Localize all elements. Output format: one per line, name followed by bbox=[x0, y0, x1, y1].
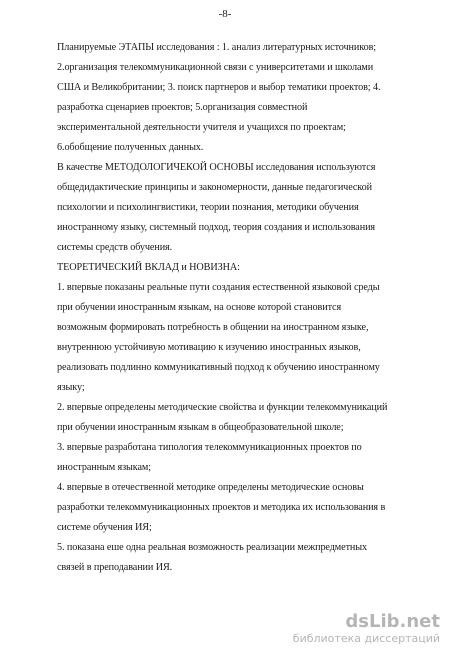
text-line: возможным формировать потребность в общении на иностранном языке, bbox=[57, 322, 369, 333]
watermark-subtitle: библиотека диссертаций bbox=[292, 632, 440, 645]
text-line: 6.обобщение полученных данных. bbox=[57, 142, 204, 153]
text-line: разработки телекоммуникационных проектов и методика их использования в bbox=[57, 502, 386, 513]
text-line: 4. впервые в отечественной методике определены методические основы bbox=[57, 482, 364, 493]
text-line: США и Великобритании; 3. поиск партнеров и выбор тематики проектов; 4. bbox=[57, 82, 381, 93]
text-line: разработка сценариев проектов; 5.организация совместной bbox=[57, 102, 308, 113]
text-line: внутреннюю устойчивую мотивацию к изучению иностранных языков, bbox=[57, 342, 361, 353]
text-line: при обучении иностранным языкам, на основе которой становится bbox=[57, 302, 342, 313]
page-number: -8- bbox=[218, 8, 232, 20]
text-line: иностранным языкам; bbox=[57, 462, 151, 473]
text-line: 2.организация телекоммуникационной связи с университетами и школами bbox=[57, 62, 374, 73]
text-line: системе обучения ИЯ; bbox=[57, 522, 152, 533]
site-watermark bbox=[293, 612, 440, 646]
text-line: 2. впервые определены методические свойства и функции телекоммуникаций bbox=[57, 402, 388, 413]
text-line: системы средств обучения. bbox=[57, 242, 173, 253]
text-line: В качестве МЕТОДОЛОГИЧЕКОЙ ОСНОВЫ исследования используются bbox=[57, 162, 376, 173]
text-line: психологии и психолингвистики, теории познания, методики обучения bbox=[57, 202, 359, 213]
text-line: языку; bbox=[57, 382, 85, 393]
text-line: при обучении иностранным языкам в общеобразовательной школе; bbox=[57, 422, 344, 433]
body-text bbox=[57, 38, 427, 578]
text-line: связей в преподавании ИЯ. bbox=[57, 562, 173, 573]
text-line: общедидактические принципы и закономерности, данные педагогической bbox=[57, 182, 372, 193]
text-line: иностранному языку, системный подход, теория создания и использования bbox=[57, 222, 376, 233]
text-line: 5. показана еше одна реальная возможность реализации межпредметных bbox=[57, 542, 368, 553]
text-line: Планируемые ЭТАПЫ исследования : 1. анализ литературных источников; bbox=[57, 42, 377, 53]
watermark-logo: dsLib.net bbox=[345, 611, 440, 632]
text-line: 1. впервые показаны реальные пути создания естественной языковой среды bbox=[57, 282, 380, 293]
text-line: экспериментальной деятельности учителя и учащихся по проектам; bbox=[57, 122, 346, 133]
section-heading: ТЕОРЕТИЧЕСКИЙ ВКЛАД и НОВИЗНА: bbox=[57, 262, 240, 273]
text-line: реализовать подлинно коммуникативный подход к обучению иностранному bbox=[57, 362, 380, 373]
text-line: 3. впервые разработана типология телекоммуникационных проектов по bbox=[57, 442, 362, 453]
